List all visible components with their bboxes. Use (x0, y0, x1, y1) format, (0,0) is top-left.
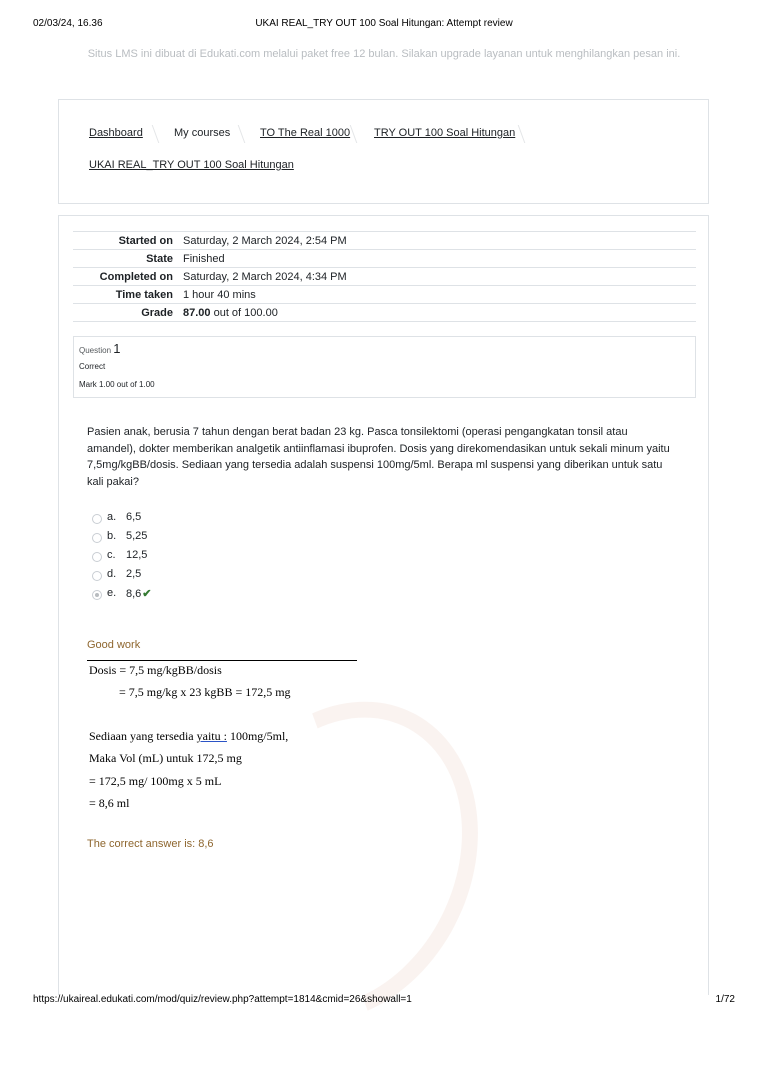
answer-letter: a. (107, 511, 117, 523)
grade-suffix: out of 100.00 (210, 306, 278, 319)
explanation-rule (87, 660, 357, 661)
attempt-review-card (58, 215, 709, 995)
radio-button[interactable] (92, 533, 102, 543)
explanation-underlined: yaitu : (196, 729, 227, 743)
completed-on-value: Saturday, 2 March 2024, 4:34 PM (181, 268, 696, 286)
check-icon: ✔ (142, 588, 152, 600)
time-taken-value: 1 hour 40 mins (181, 286, 696, 304)
summary-row (73, 268, 696, 286)
answer-option-e[interactable] (92, 587, 212, 603)
grade-label: Grade (73, 304, 181, 322)
answer-value: 6,5 (126, 511, 142, 523)
breadcrumb-my-courses[interactable]: My courses (174, 127, 231, 139)
question-prefix: Question (79, 346, 112, 355)
breadcrumb-separator (238, 125, 252, 143)
summary-row (73, 232, 696, 250)
question-number (79, 341, 121, 356)
answer-letter: e. (107, 587, 117, 599)
explanation-image (87, 657, 359, 847)
question-mark: Mark 1.00 out of 1.00 (79, 380, 155, 389)
explanation-line: = 172,5 mg/ 100mg x 5 mL (89, 774, 222, 788)
breadcrumb-section[interactable]: TRY OUT 100 Soal Hitungan (374, 127, 516, 139)
started-on-label: Started on (73, 232, 181, 250)
attempt-summary-table (73, 231, 696, 322)
breadcrumb-quiz[interactable]: UKAI REAL_TRY OUT 100 Soal Hitungan (89, 159, 294, 171)
correct-answer-text: The correct answer is: 8,6 (87, 838, 214, 850)
print-header (33, 18, 735, 32)
question-text: Pasien anak, berusia 7 tahun dengan berat badan 23 kg. Pasca tonsilektomi (operasi pengangkatan tonsil atau amandel), dokter memberikan analgetik antiinflamasi ibuprofen. Dosis yang direkomendasikan untuk sekali minum yaitu 7,5mg/kgBB/dosis. Sediaan yang tersedia adalah suspensi 100mg/5ml. Berapa ml suspensi yang diberikan untuk satu kali pakai? (87, 426, 670, 488)
answer-value: 5,25 (126, 530, 148, 542)
time-taken-label: Time taken (73, 286, 181, 304)
breadcrumb-course[interactable]: TO The Real 1000 (260, 127, 351, 139)
breadcrumb-separator (350, 125, 364, 143)
radio-button-selected[interactable] (92, 590, 102, 600)
grade-value: 87.00 (183, 306, 211, 319)
answer-value: 8,6 (126, 588, 142, 600)
state-value: Finished (181, 250, 696, 268)
summary-row (73, 250, 696, 268)
summary-row (73, 286, 696, 304)
breadcrumb-dashboard[interactable]: Dashboard (89, 127, 143, 139)
completed-on-label: Completed on (73, 268, 181, 286)
breadcrumb-card (58, 99, 709, 204)
question-info-box (73, 336, 696, 398)
radio-button[interactable] (92, 514, 102, 524)
started-on-value: Saturday, 2 March 2024, 2:54 PM (181, 232, 696, 250)
answer-letter: c. (107, 549, 116, 561)
question-state: Correct (79, 362, 106, 371)
explanation-line: = 8,6 ml (89, 796, 130, 810)
explanation-line (89, 729, 288, 744)
answer-option-c[interactable] (92, 549, 212, 565)
feedback-text: Good work (87, 639, 141, 651)
answer-value: 12,5 (126, 549, 148, 561)
breadcrumb-separator (152, 125, 166, 143)
answer-letter: b. (107, 530, 117, 542)
grade-value-cell (181, 304, 696, 322)
answer-option-b[interactable] (92, 530, 212, 546)
answer-option-a[interactable] (92, 511, 212, 527)
print-url: https://ukaireal.edukati.com/mod/quiz/review.php?attempt=1814&cmid=26&showall=1 (33, 994, 412, 1005)
explanation-text: Sediaan yang tersedia (89, 729, 197, 743)
explanation-line: Dosis = 7,5 mg/kgBB/dosis (89, 663, 222, 677)
explanation-line: Maka Vol (mL) untuk 172,5 mg (89, 751, 242, 765)
explanation-line: = 7,5 mg/kg x 23 kgBB = 172,5 mg (119, 685, 291, 699)
lms-notice: Situs LMS ini dibuat di Edukati.com melalui paket free 12 bulan. Silakan upgrade layanan untuk menghilangkan pesan ini. (87, 48, 681, 60)
answer-option-d[interactable] (92, 568, 212, 584)
page-number: 1/72 (715, 994, 735, 1005)
radio-button[interactable] (92, 552, 102, 562)
print-datetime: 02/03/24, 16.36 (33, 18, 103, 29)
answer-value: 2,5 (126, 568, 142, 580)
question-number-value: 1 (113, 341, 121, 356)
explanation-text: 100mg/5ml, (226, 729, 289, 743)
summary-row (73, 304, 696, 322)
breadcrumb-separator (518, 125, 532, 143)
answer-letter: d. (107, 568, 117, 580)
print-title: UKAI REAL_TRY OUT 100 Soal Hitungan: Attempt review (255, 18, 513, 29)
state-label: State (73, 250, 181, 268)
answer-value-with-check (126, 587, 152, 600)
radio-button[interactable] (92, 571, 102, 581)
